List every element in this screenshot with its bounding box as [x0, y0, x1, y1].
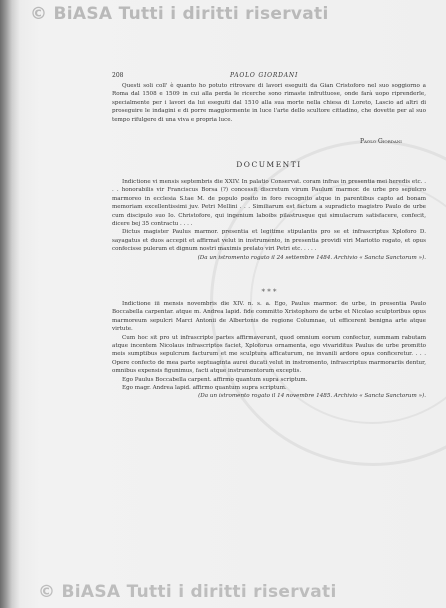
doc2-paragraph-1: Indictione iii mensis novembris die XIV. n. s. a. Ego, Paulus marmor. de urbe, in presentia Paulo Boccabella carpentar. atque m. Andrea lapid. fide committo Xristophoro de urbe et Nicolao sculptoribus opus marmoreum sepulcri Marci Antonii de Albertonis de regione Columnae, ut efficerent benigna arte atque virtute.: [112, 301, 426, 333]
section-separator: * * *: [261, 288, 277, 296]
document-2: [112, 300, 426, 401]
document-1: [112, 178, 426, 262]
intro-text: [112, 82, 426, 124]
watermark-text-bottom: © BiASA Tutti i diritti riservati: [38, 582, 337, 602]
doc1-paragraph-2: Dictus magister Paulus marmor. presentia et legitime stipulantis pro se et infrascriptus Xploforo D. sayagatus et duos accepit et affirmat velut in instrumento, in presentia providi viri Mariotto rogato, et opus confecisse pulerum et dignum nostri maximis prelato viri Petri etc. . . . .: [112, 229, 426, 253]
doc1-source: (Da un istromento rogato il 24 settembre 1484. Archivio « Sancta Sanctorum »).: [197, 254, 426, 261]
watermark-text-top: © BiASA Tutti i diritti riservati: [30, 4, 329, 24]
doc2-paragraph-2: Cum hoc sit pro ut infrascripte partes affirmaverunt, quod omnium eorum confectur, summam rabutam atque incentem Nicolaus infrascriptos faciet, Xploforus ornamenta, ego vivariditus Paulus de urbe promitto meis sumptibus sepulcrum facturum et me sculptura afficaturum, ne invanili ardore opus conficeretur. . . . Opere confecto de mea parte septuaginta aurei ducati velut in instromento, infrascriptus marmorariis dentur, omnibus expensis figunimus, facti atque instrumentorum exceptis.: [112, 334, 426, 375]
doc2-paragraph-3: Ego Paulus Boccabella carpent. affirmo quantum supra scriptum.: [122, 376, 308, 383]
doc2-source: (Da un istromento rogato il 14 novembre 1485. Archivio « Sancta Sanctorum »).: [198, 393, 426, 400]
author-signature: Paolo Giordani: [360, 138, 402, 145]
watermark-top: [30, 4, 329, 24]
running-head: PAOLO GIORDANI: [230, 72, 299, 79]
documents-title: DOCUMENTI: [236, 160, 302, 169]
doc1-paragraph-1: Indictione vi mensis septembris die XXIV. In palatio Conservat. coram infras in presentia mei heredis etc. . . . honorabilis vir Franciscus Borsa (?) concessit discretum virum Paulum marmor. de urbe pro sepulcro marmoreo in ecclesia S.tae M. de populo posito in foro recognito atque in parentibus capto ad bonam memoriam excellentissimi juv. Petri Mellini . . . Similiarum est factum a supradicto magistro Paulo de urbe cum discipulo suo Io. Christofore, qui ingenium laboibs pilastrusque qui simulacrum satisfacere, confecit, dicere bej 35 contractu . . . .: [112, 179, 426, 228]
page-number: 208: [112, 72, 124, 79]
doc2-paragraph-4: Ego magr. Andrea lapid. affirmo quantum supra scriptum.: [122, 385, 287, 392]
watermark-bottom: [38, 582, 337, 602]
intro-paragraph: Questi soli coll' è quanto ho potuto ritrovare di lavori eseguiti da Gian Cristoforo nel suo soggiorno a Roma dal 1508 e 1509 in cui alla perda le ricerche sono rimaste infruttuose, onde farà uopo riprenderle, specialmente per i lavori da lui eseguiti dal 1510 alla sua morte nella chiesa di Loreto, Lascio ad altri di proseguire le indagini e di porre maggiormente in luce l'arte dello scultore cittadino, che dovette per al suo tempo rifulgere di una viva e propria luce.: [112, 83, 426, 123]
